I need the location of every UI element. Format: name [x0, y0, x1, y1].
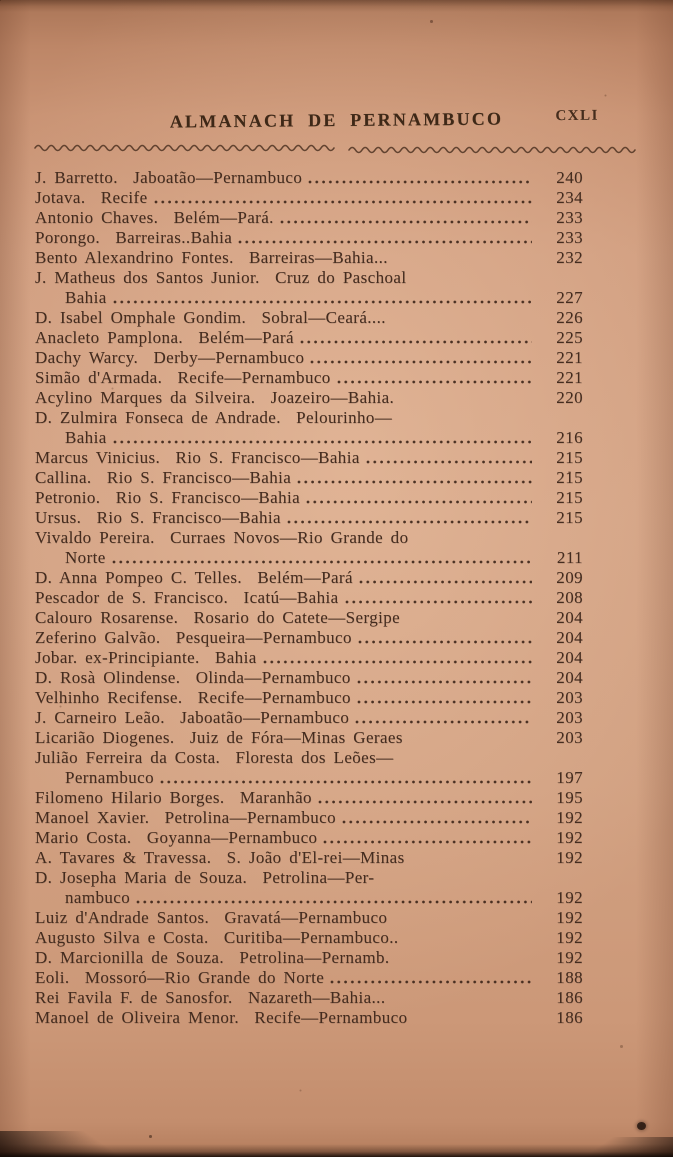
index-entry-row	[35, 248, 583, 268]
index-entry-row	[35, 348, 583, 368]
dot-leader	[358, 640, 532, 644]
dot-leader	[396, 960, 532, 964]
dot-leader	[411, 860, 532, 864]
dot-leader	[366, 460, 532, 464]
index-entry-row	[35, 688, 583, 708]
entry-page-number: 186	[556, 988, 583, 1007]
dot-leader	[330, 980, 532, 984]
entry-text: Acylino Marques da Silveira. Joazeiro—Bahia.	[35, 388, 395, 407]
entry-text: Vivaldo Pereira. Curraes Novos—Rio Grande do	[35, 528, 409, 547]
dot-leader	[359, 580, 532, 584]
index-entry-row	[35, 1008, 583, 1028]
entry-page-number: 216	[556, 428, 583, 447]
index-entry-row	[35, 488, 583, 508]
entry-page-number: 192	[556, 908, 583, 927]
entry-page-number: 192	[556, 848, 583, 867]
index-entry-row	[35, 288, 583, 308]
entry-text: Pescador de S. Francisco. Icatú—Bahia	[35, 588, 339, 607]
entry-page-number: 203	[556, 688, 583, 707]
entry-text: Licarião Diogenes. Juiz de Fóra—Minas Geraes	[35, 728, 403, 747]
index-entry-row	[35, 308, 583, 328]
index-entry-row	[35, 468, 583, 488]
index-entry-row	[35, 608, 583, 628]
entry-text: Callina. Rio S. Francisco—Bahia	[35, 468, 292, 487]
entry-text: J. Matheus dos Santos Junior. Cruz do Paschoal	[35, 268, 407, 287]
entry-text: A. Tavares & Travessa. S. João d'El-rei—Minas	[35, 848, 405, 867]
entry-text: Dachy Warcy. Derby—Pernambuco	[35, 348, 305, 367]
dot-leader	[297, 480, 532, 484]
entry-page-number: 204	[556, 668, 583, 687]
index-entry-row	[35, 888, 583, 908]
entry-text: Anacleto Pamplona. Belém—Pará	[35, 328, 294, 347]
dot-leader	[287, 520, 532, 524]
entry-page-number: 188	[556, 968, 583, 987]
index-entry-row	[35, 708, 583, 728]
dot-leader	[414, 1020, 533, 1024]
entry-text: D. Josepha Maria de Souza. Petrolina—Per-	[35, 868, 375, 887]
index-entry-row	[35, 228, 583, 248]
entry-page-number: 215	[556, 488, 583, 507]
entry-page-number: 192	[556, 828, 583, 847]
index-entry-row	[35, 428, 583, 448]
entry-text: Porongo. Barreiras..Bahia	[35, 228, 233, 247]
dot-leader	[342, 820, 532, 824]
entry-page-number: 233	[556, 228, 583, 247]
entry-text: Mario Costa. Goyanna—Pernambuco	[35, 828, 318, 847]
entry-page-number: 215	[556, 448, 583, 467]
dot-leader	[113, 440, 532, 444]
index-entry-row	[35, 188, 583, 208]
entry-text: Norte	[65, 548, 106, 567]
index-entry-row	[35, 648, 583, 668]
index-entry-row	[35, 588, 583, 608]
entry-text: Manoel de Oliveira Menor. Recife—Pernambuco	[35, 1008, 408, 1027]
entry-text: D. Rosà Olindense. Olinda—Pernambuco	[35, 668, 351, 687]
entry-page-number: 186	[556, 1008, 583, 1027]
entry-page-number: 192	[556, 808, 583, 827]
entry-text: Pernambuco	[65, 768, 154, 787]
entry-text: Augusto Silva e Costa. Curitiba—Pernambuco..	[35, 928, 399, 947]
entry-page-number: 211	[556, 548, 583, 567]
dot-leader	[136, 900, 532, 904]
index-entry-row	[35, 328, 583, 348]
index-entry-row	[35, 168, 583, 188]
index-entry-row	[35, 968, 583, 988]
dot-leader	[392, 320, 532, 324]
entry-page-number: 221	[556, 368, 583, 387]
entry-page-number: 221	[556, 348, 583, 367]
dot-leader	[263, 660, 532, 664]
entry-text: J. Barretto. Jaboatão—Pernambuco	[35, 168, 303, 187]
dot-leader	[400, 760, 532, 764]
dot-leader	[380, 880, 532, 884]
entry-text: Zeferino Galvão. Pesqueira—Pernambuco	[35, 628, 352, 647]
entry-page-number: 192	[556, 888, 583, 907]
entry-text: Calouro Rosarense. Rosario do Catete—Sergipe	[35, 608, 401, 627]
entry-text: Bahia	[65, 288, 107, 307]
dot-leader	[280, 220, 532, 224]
entry-text: Rei Favila F. de Sanosfor. Nazareth—Bahia...	[35, 988, 386, 1007]
dot-leader	[113, 300, 532, 304]
dot-leader	[300, 340, 532, 344]
entry-text: Jotava. Recife	[35, 188, 148, 207]
index-entry-row	[35, 388, 583, 408]
page-number: CXLI	[555, 107, 600, 125]
index-entry-row	[35, 808, 583, 828]
dot-leader	[398, 420, 532, 424]
index-entry-row	[35, 748, 583, 768]
index-entry-row	[35, 448, 583, 468]
entry-text: Ursus. Rio S. Francisco—Bahia	[35, 508, 281, 527]
dot-leader	[393, 920, 532, 924]
index-entry-row	[35, 928, 583, 948]
index-entry-row	[35, 528, 583, 548]
entry-page-number: 197	[556, 768, 583, 787]
index-list	[35, 168, 583, 1028]
page-bottom-edge-shadow	[0, 1144, 673, 1157]
index-entry-row	[35, 828, 583, 848]
index-entry-row	[35, 208, 583, 228]
index-entry-row	[35, 728, 583, 748]
entry-text: J. Carneiro Leão. Jaboatão—Pernambuco	[35, 708, 350, 727]
entry-page-number: 192	[556, 948, 583, 967]
dot-leader	[160, 780, 532, 784]
index-entry-row	[35, 668, 583, 688]
index-entry-row	[35, 948, 583, 968]
wavy-rule-left	[34, 142, 336, 153]
dot-leader	[112, 560, 532, 564]
entry-text: nambuco	[65, 888, 131, 907]
index-entry-row	[35, 628, 583, 648]
entry-text: Manoel Xavier. Petrolina—Pernambuco	[35, 808, 336, 827]
dot-leader	[406, 620, 532, 624]
dot-leader	[391, 1000, 532, 1004]
entry-page-number: 192	[556, 928, 583, 947]
dot-leader	[405, 940, 532, 944]
dot-leader	[400, 400, 532, 404]
page-top-edge-shadow	[0, 0, 673, 12]
entry-text: D. Zulmira Fonseca de Andrade. Pelourinho—	[35, 408, 393, 427]
entry-page-number: 227	[556, 288, 583, 307]
dot-leader	[310, 360, 532, 364]
index-entry-row	[35, 788, 583, 808]
index-entry-row	[35, 508, 583, 528]
entry-text: Eoli. Mossoró—Rio Grande do Norte	[35, 968, 325, 987]
entry-page-number: 240	[556, 168, 583, 187]
entry-page-number: 204	[556, 648, 583, 667]
entry-text: Antonio Chaves. Belém—Pará.	[35, 208, 274, 227]
entry-page-number: 234	[556, 188, 583, 207]
entry-text: Filomeno Hilario Borges. Maranhão	[35, 788, 312, 807]
dot-leader	[238, 240, 532, 244]
dot-leader	[412, 280, 532, 284]
entry-text: Jobar. ex-Principiante. Bahia	[35, 648, 257, 667]
index-entry-row	[35, 868, 583, 888]
dot-leader	[357, 700, 532, 704]
index-entry-row	[35, 908, 583, 928]
entry-page-number: 203	[556, 728, 583, 747]
entry-page-number: 215	[556, 468, 583, 487]
entry-text: D. Marcionilla de Souza. Petrolina—Pernamb.	[35, 948, 390, 967]
entry-text: Marcus Vinicius. Rio S. Francisco—Bahia	[35, 448, 360, 467]
running-header	[40, 107, 633, 138]
entry-text: Simão d'Armada. Recife—Pernambuco	[35, 368, 331, 387]
dot-leader	[355, 720, 532, 724]
dot-leader	[409, 740, 532, 744]
entry-text: Velhinho Recifense. Recife—Pernambuco	[35, 688, 351, 707]
dot-leader	[323, 840, 532, 844]
index-entry-row	[35, 268, 583, 288]
dot-leader	[306, 500, 532, 504]
entry-page-number: 204	[556, 628, 583, 647]
dot-leader	[415, 540, 533, 544]
index-entry-row	[35, 548, 583, 568]
dot-leader	[154, 200, 532, 204]
dot-leader	[394, 260, 532, 264]
entry-page-number: 233	[556, 208, 583, 227]
dot-leader	[308, 180, 532, 184]
entry-page-number: 232	[556, 248, 583, 267]
entry-text: Luiz d'Andrade Santos. Gravatá—Pernambuco	[35, 908, 388, 927]
entry-page-number: 226	[556, 308, 583, 327]
paper-speckles	[0, 0, 1, 1]
entry-page-number: 215	[556, 508, 583, 527]
ink-spot	[637, 1122, 646, 1130]
entry-page-number: 208	[556, 588, 583, 607]
entry-text: Julião Ferreira da Costa. Floresta dos Leões—	[35, 748, 394, 767]
index-entry-row	[35, 368, 583, 388]
page-header-title: ALMANACH DE PERNAMBUCO	[169, 108, 504, 132]
entry-text: D. Isabel Omphale Gondim. Sobral—Ceará....	[35, 308, 386, 327]
entry-page-number: 225	[556, 328, 583, 347]
dot-leader	[345, 600, 532, 604]
entry-text: D. Anna Pompeo C. Telles. Belém—Pará	[35, 568, 353, 587]
entry-page-number: 209	[556, 568, 583, 587]
dot-leader	[357, 680, 532, 684]
index-entry-row	[35, 408, 583, 428]
index-entry-row	[35, 988, 583, 1008]
wavy-rule	[34, 142, 645, 153]
index-entry-row	[35, 848, 583, 868]
entry-page-number: 204	[556, 608, 583, 627]
wavy-rule-right	[348, 144, 644, 155]
entry-text: Bahia	[65, 428, 107, 447]
dot-leader	[337, 380, 532, 384]
entry-text: Petronio. Rio S. Francisco—Bahia	[35, 488, 301, 507]
entry-page-number: 195	[556, 788, 583, 807]
index-entry-row	[35, 568, 583, 588]
index-entry-row	[35, 768, 583, 788]
entry-page-number: 203	[556, 708, 583, 727]
entry-text: Bento Alexandrino Fontes. Barreiras—Bahia...	[35, 248, 388, 267]
entry-page-number: 220	[556, 388, 583, 407]
dot-leader	[318, 800, 532, 804]
